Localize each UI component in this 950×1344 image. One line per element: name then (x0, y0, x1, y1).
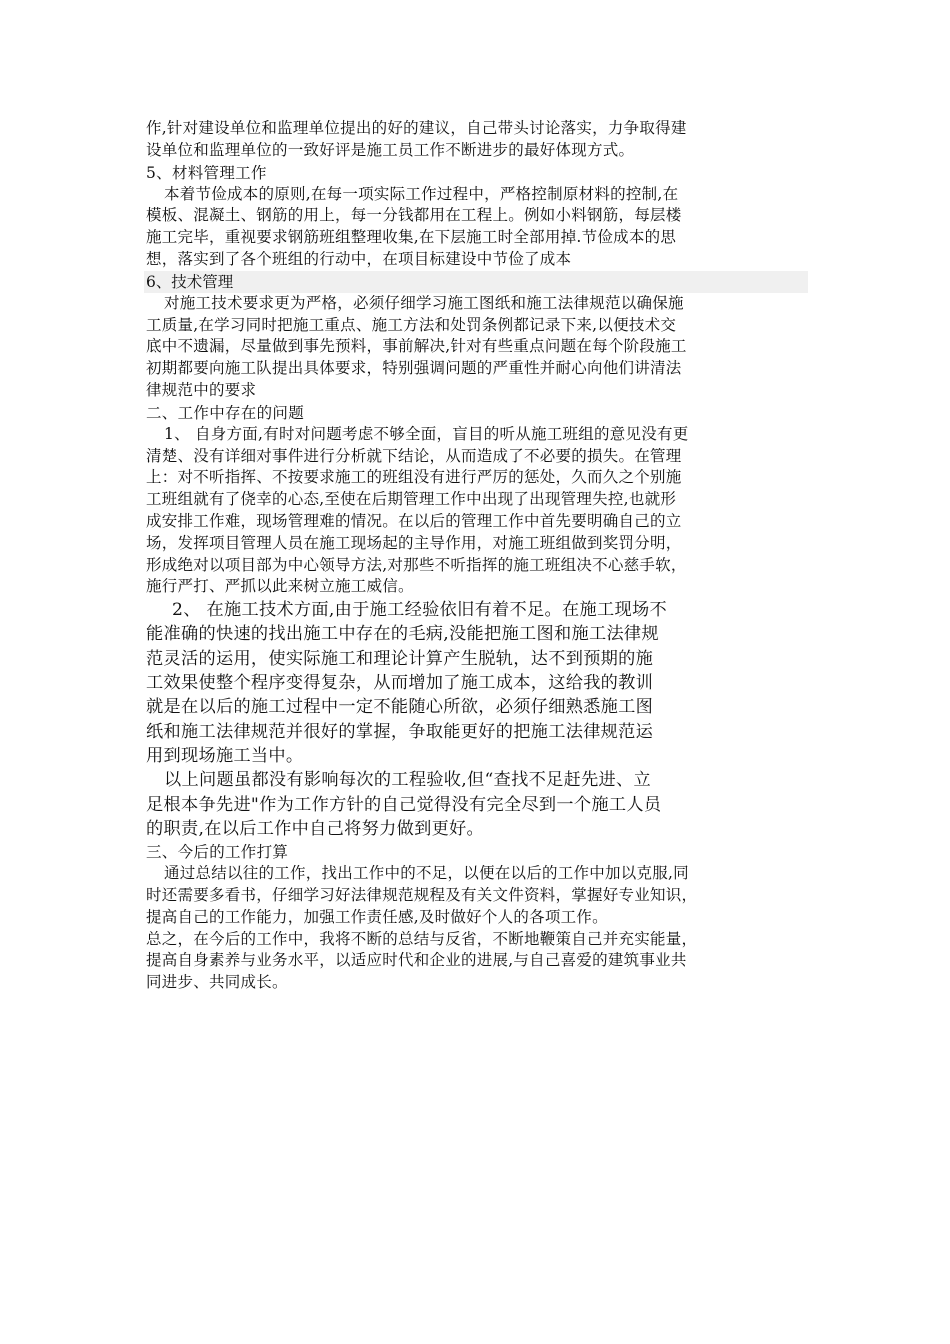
text-line: 施行严打、严抓以此来树立施工威信。 (146, 577, 414, 596)
heading-future-plans: 三、今后的工作打算 (146, 843, 289, 862)
text-line: 以上问题虽都没有影响每次的工程验收,但“查找不足赶先进、立 (164, 770, 652, 791)
text-line: 工质量,在学习同时把施工重点、施工方法和处罚条例都记录下来,以便技术交 (146, 315, 677, 334)
text-line: 2、 在施工技术方面,由于施工经验依旧有着不足。在施工现场不 (172, 600, 667, 621)
document-body (146, 118, 806, 994)
paragraph-problem-summary (146, 768, 806, 841)
text-line: 提高自己的工作能力，加强工作责任感,及时做好个人的各项工作。 (146, 907, 608, 926)
text-line: 1、 自身方面,有时对问题考虑不够全面，盲目的听从施工班组的意见没有更 (164, 424, 689, 443)
text-line: 底中不遗漏，尽量做到事先预料，事前解决,针对有些重点问题在每个阶段施工 (146, 337, 687, 356)
text-line: 提高自身素养与业务水平，以适应时代和企业的进展,与自己喜爱的建筑事业共 (146, 951, 687, 970)
paragraph-intro (146, 118, 806, 162)
paragraph-technical-management (146, 293, 806, 402)
text-line: 通过总结以往的工作，找出工作中的不足，以便在以后的工作中加以克服,同 (164, 864, 689, 883)
text-line: 对施工技术要求更为严格，必须仔细学习施工图纸和施工法律规范以确保施 (164, 293, 684, 312)
text-line: 能准确的快速的找出施工中存在的毛病,没能把施工图和施工法律规 (146, 624, 659, 645)
text-line: 模板、混凝土、钢筋的用上，每一分钱都用在工程上。例如小料钢筋，每层楼 (146, 206, 682, 225)
paragraph-conclusion (146, 929, 806, 994)
text-line: 时还需要多看书，仔细学习好法律规范规程及有关文件资料，掌握好专业知识， (146, 885, 698, 904)
paragraph-problem-2 (146, 598, 806, 768)
text-line: 作,针对建设单位和监理单位提出的好的建议，自己带头讨论落实，力争取得建 (146, 119, 687, 137)
text-line: 就是在以后的施工过程中一定不能随心所欲，必须仔细熟悉施工图 (146, 697, 654, 718)
text-line: 成安排工作难，现场管理难的情况。在以后的管理工作中首先要明确自己的立 (146, 511, 682, 530)
text-line: 施工完毕，重视要求钢筋班组整理收集,在下层施工时全部用掉.节俭成本的思 (146, 228, 677, 247)
text-line: 的职责,在以后工作中自己将努力做到更好。 (146, 818, 485, 839)
text-line: 上：对不听指挥、不按要求施工的班组没有进行严厉的惩处，久而久之个别施 (146, 468, 682, 487)
text-line: 用到现场施工当中。 (146, 745, 304, 766)
heading-material-management: 5、材料管理工作 (146, 163, 267, 182)
text-line: 纸和施工法律规范并很好的掌握，争取能更好的把施工法律规范运 (146, 721, 654, 742)
heading-technical-management: 6、技术管理 (144, 271, 808, 293)
paragraph-future-plans (146, 863, 806, 928)
text-line: 清楚、没有详细对事件进行分析就下结论，从而造成了不必要的损失。在管理 (146, 446, 682, 465)
text-line: 律规范中的要求 (146, 380, 257, 399)
text-line: 形成绝对以项目部为中心领导方法,对那些不听指挥的施工班组决不心慈手软， (146, 555, 687, 574)
text-line: 本着节俭成本的原则,在每一项实际工作过程中，严格控制原材料的控制,在 (164, 184, 679, 203)
text-line: 设单位和监理单位的一致好评是施工员工作不断进步的最好体现方式。 (146, 140, 635, 159)
text-line: 总之，在今后的工作中，我将不断的总结与反省，不断地鞭策自己并充实能量， (146, 929, 698, 948)
heading-existing-problems: 二、工作中存在的问题 (146, 403, 305, 422)
text-line: 足根本争先进"作为工作方针的自己觉得没有完全尽到一个施工人员 (146, 794, 662, 815)
paragraph-problem-1 (146, 424, 806, 598)
text-line: 工班组就有了侥幸的心态,至使在后期管理工作中出现了出现管理失控,也就形 (146, 490, 677, 509)
text-line: 想，落实到了各个班组的行动中，在项目标建设中节俭了成本 (146, 249, 572, 268)
text-line: 场，发挥项目管理人员在施工现场起的主导作用，对施工班组做到奖罚分明， (146, 533, 682, 552)
text-line: 工效果使整个程序变得复杂，从而增加了施工成本，这给我的教训 (146, 673, 654, 694)
text-line: 范灵活的运用，使实际施工和理论计算产生脱轨，达不到预期的施 (146, 648, 654, 669)
text-line: 初期都要向施工队提出具体要求，特别强调问题的严重性并耐心向他们讲清法 (146, 359, 682, 378)
text-line: 同进步、共同成长。 (146, 973, 288, 992)
paragraph-material-management (146, 184, 806, 271)
